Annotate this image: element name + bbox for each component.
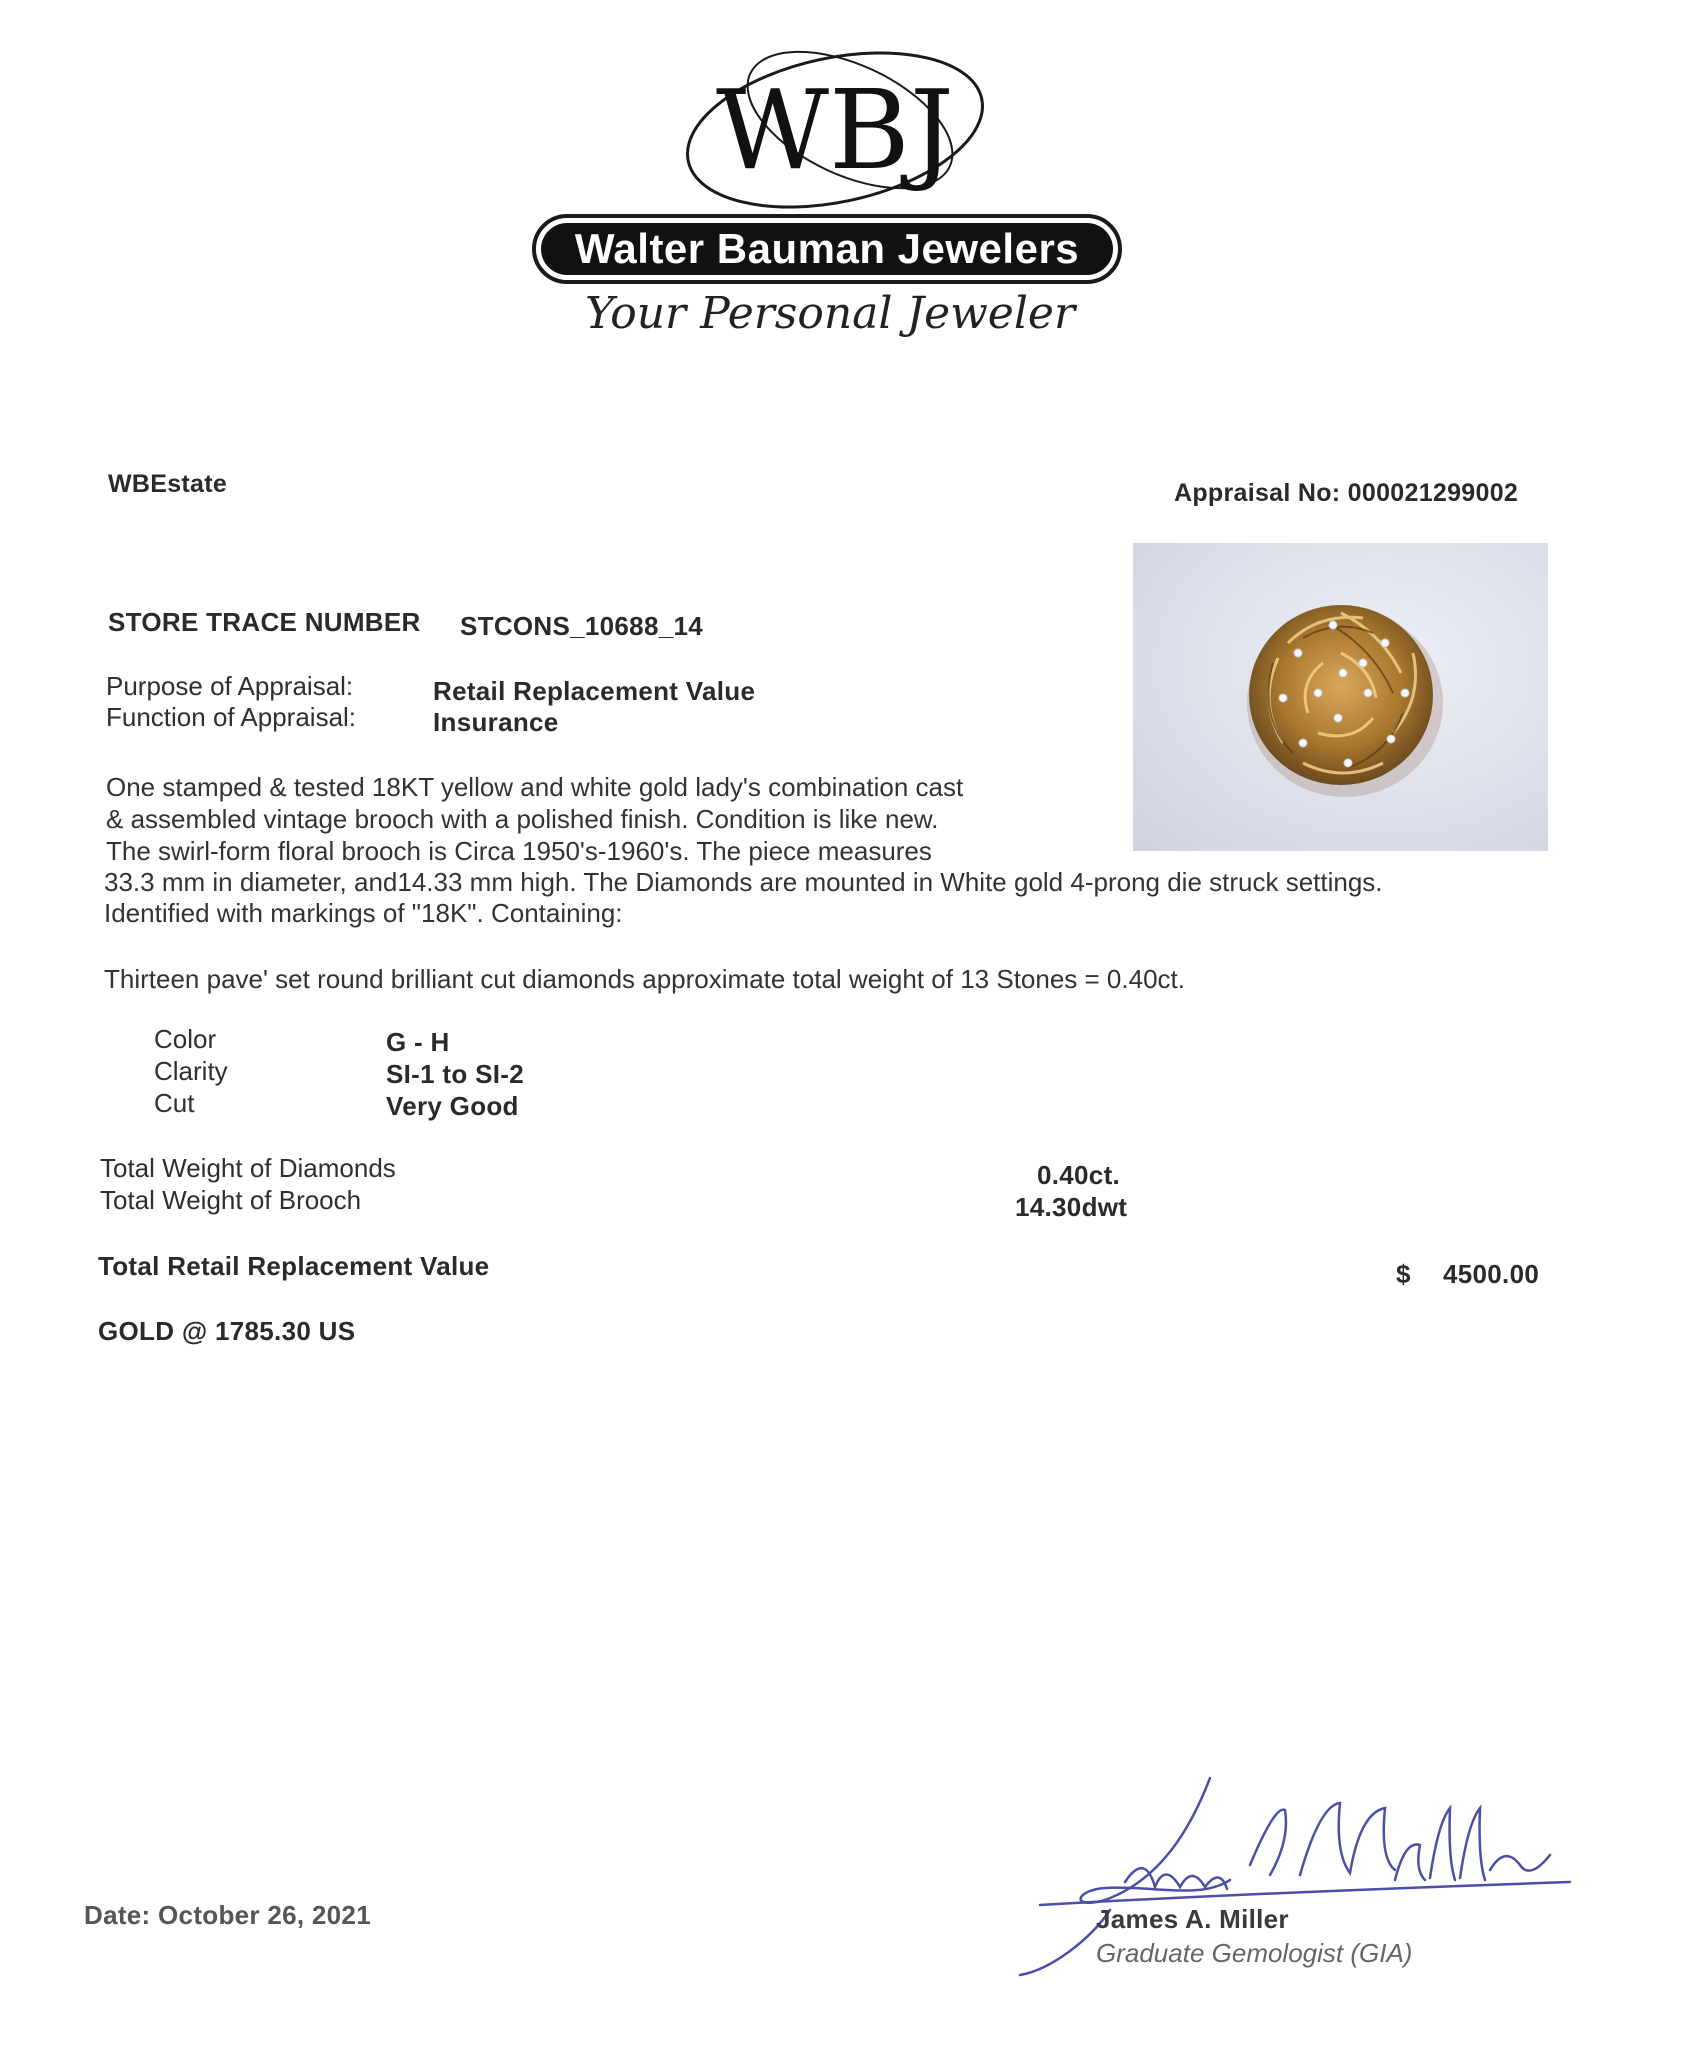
description-line: 33.3 mm in diameter, and14.33 mm high. The Diamonds are mounted in White gold 4-prong die struck settings. <box>104 867 1383 897</box>
currency-symbol: $ <box>1396 1259 1411 1289</box>
appraisal-number: Appraisal No: 000021299002 <box>1174 479 1519 507</box>
purpose-label: Purpose of Appraisal: <box>106 671 354 701</box>
total-value-label: Total Retail Replacement Value <box>98 1251 490 1281</box>
company-name: Walter Bauman Jewelers <box>541 223 1113 275</box>
appraisal-date: Date: October 26, 2021 <box>84 1900 371 1930</box>
grading-value-cut: Very Good <box>386 1091 519 1121</box>
grading-value-clarity: SI-1 to SI-2 <box>386 1059 524 1089</box>
total-amount: 4500.00 <box>1443 1259 1540 1289</box>
store-trace-value: STCONS_10688_14 <box>460 611 703 641</box>
tagline: Your Personal Jeweler <box>585 288 1075 339</box>
store-trace-label: STORE TRACE NUMBER <box>108 607 421 637</box>
description-line: & assembled vintage brooch with a polished finish. Condition is like new. <box>106 804 939 834</box>
brooch-photo <box>1133 543 1548 851</box>
signer-name: James A. Miller <box>1096 1904 1289 1934</box>
function-value: Insurance <box>433 707 559 737</box>
company-name-badge <box>532 214 1122 284</box>
brooch-image <box>1133 543 1548 851</box>
store-label: WBEstate <box>108 470 228 498</box>
wbj-monogram-logo <box>650 40 1020 220</box>
grading-label-clarity: Clarity <box>154 1056 228 1086</box>
gold-price: GOLD @ 1785.30 US <box>98 1316 356 1346</box>
description-line: Identified with markings of "18K". Containing: <box>104 898 623 928</box>
purpose-value: Retail Replacement Value <box>433 676 756 706</box>
grading-value-color: G - H <box>386 1027 450 1057</box>
signer-title: Graduate Gemologist (GIA) <box>1096 1938 1413 1968</box>
stones-description: Thirteen pave' set round brilliant cut diamonds approximate total weight of 13 Stones = 0.40ct. <box>104 964 1185 994</box>
grading-label-color: Color <box>154 1024 217 1054</box>
description-line: The swirl-form floral brooch is Circa 1950's-1960's. The piece measures <box>106 836 932 866</box>
function-label: Function of Appraisal: <box>106 702 357 732</box>
diamond-weight-value: 0.40ct. <box>1037 1160 1121 1190</box>
brooch-weight-label: Total Weight of Brooch <box>100 1185 362 1215</box>
description-line: One stamped & tested 18KT yellow and white gold lady's combination cast <box>106 772 964 802</box>
diamond-weight-label: Total Weight of Diamonds <box>100 1153 396 1183</box>
grading-label-cut: Cut <box>154 1088 195 1118</box>
monogram-text: WBJ <box>716 66 954 194</box>
brooch-weight-value: 14.30dwt <box>1015 1192 1128 1222</box>
